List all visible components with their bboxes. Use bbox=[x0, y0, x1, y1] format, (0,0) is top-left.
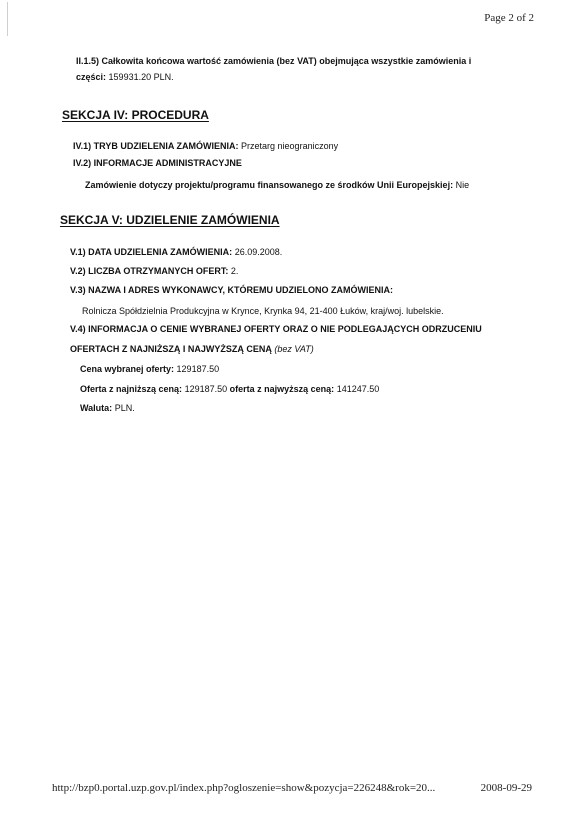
total-value-line2 bbox=[76, 71, 174, 83]
tryb-label: IV.1) TRYB UDZIELENIA ZAMÓWIENIA: bbox=[73, 141, 239, 151]
price-info-label-line2 bbox=[70, 343, 314, 355]
info-admin-label: IV.2) INFORMACJE ADMINISTRACYJNE bbox=[73, 158, 242, 168]
total-value-label-line1: II.1.5) Całkowita końcowa wartość zamówienia (bez VAT) obejmująca wszystkie zamówienia i bbox=[76, 56, 472, 66]
selected-offer-line bbox=[80, 363, 219, 375]
section-iv-title: SEKCJA IV: PROCEDURA bbox=[62, 108, 209, 122]
award-date-label: V.1) DATA UDZIELENIA ZAMÓWIENIA: bbox=[70, 247, 233, 257]
lowest-offer-value: 129187.50 bbox=[184, 384, 228, 394]
eu-funding-value: Nie bbox=[455, 180, 470, 190]
price-info-label-line2-text: OFERTACH Z NAJNIŻSZĄ I NAJWYŻSZĄ CENĄ bbox=[70, 344, 272, 354]
currency-label: Waluta: bbox=[80, 403, 113, 413]
currency-line bbox=[80, 402, 135, 414]
selected-offer-label: Cena wybranej oferty: bbox=[80, 364, 175, 374]
scan-edge-mark bbox=[7, 2, 8, 36]
offer-range-line bbox=[80, 383, 379, 395]
tryb-line bbox=[73, 140, 338, 152]
lowest-offer-label: Oferta z najniższą ceną: bbox=[80, 384, 183, 394]
highest-offer-label: oferta z najwyższą ceną: bbox=[229, 384, 335, 394]
contractor-value: Rolnicza Spółdzielnia Produkcyjna w Krynce, Krynka 94, 21-400 Łuków, kraj/woj. lubelskie. bbox=[82, 306, 444, 316]
contractor-label: V.3) NAZWA I ADRES WYKONAWCY, KTÓREMU UDZIELONO ZAMÓWIENIA: bbox=[70, 285, 393, 295]
highest-offer-value: 141247.50 bbox=[336, 384, 380, 394]
total-value-label bbox=[76, 55, 471, 67]
award-date-line bbox=[70, 246, 282, 258]
eu-funding-line bbox=[85, 179, 469, 191]
footer-date: 2008-09-29 bbox=[480, 782, 532, 794]
footer-url: http://bzp0.portal.uzp.gov.pl/index.php?ogloszenie=show&pozycja=226248&rok=20... bbox=[52, 782, 436, 794]
price-info-label-line1: V.4) INFORMACJA O CENIE WYBRANEJ OFERTY ORAZ O NIE PODLEGAJĄCYCH ODRZUCENIU bbox=[70, 324, 482, 334]
offers-count-line bbox=[70, 265, 238, 277]
offers-count-value: 2. bbox=[230, 266, 239, 276]
section-v-title: SEKCJA V: UDZIELENIE ZAMÓWIENIA bbox=[60, 213, 280, 227]
total-value: 159931.20 PLN. bbox=[108, 72, 174, 82]
offers-count-label: V.2) LICZBA OTRZYMANYCH OFERT: bbox=[70, 266, 229, 276]
eu-funding-label: Zamówienie dotyczy projektu/programu finansowanego ze środków Unii Europejskiej: bbox=[85, 180, 454, 190]
selected-offer-value: 129187.50 bbox=[176, 364, 220, 374]
currency-value: PLN. bbox=[114, 403, 135, 413]
total-value-label-line2: części: bbox=[76, 72, 107, 82]
price-info-note: (bez VAT) bbox=[274, 344, 314, 354]
award-date-value: 26.09.2008. bbox=[234, 247, 283, 257]
page-number: Page 2 of 2 bbox=[484, 12, 534, 24]
tryb-value: Przetarg nieograniczony bbox=[241, 141, 339, 151]
